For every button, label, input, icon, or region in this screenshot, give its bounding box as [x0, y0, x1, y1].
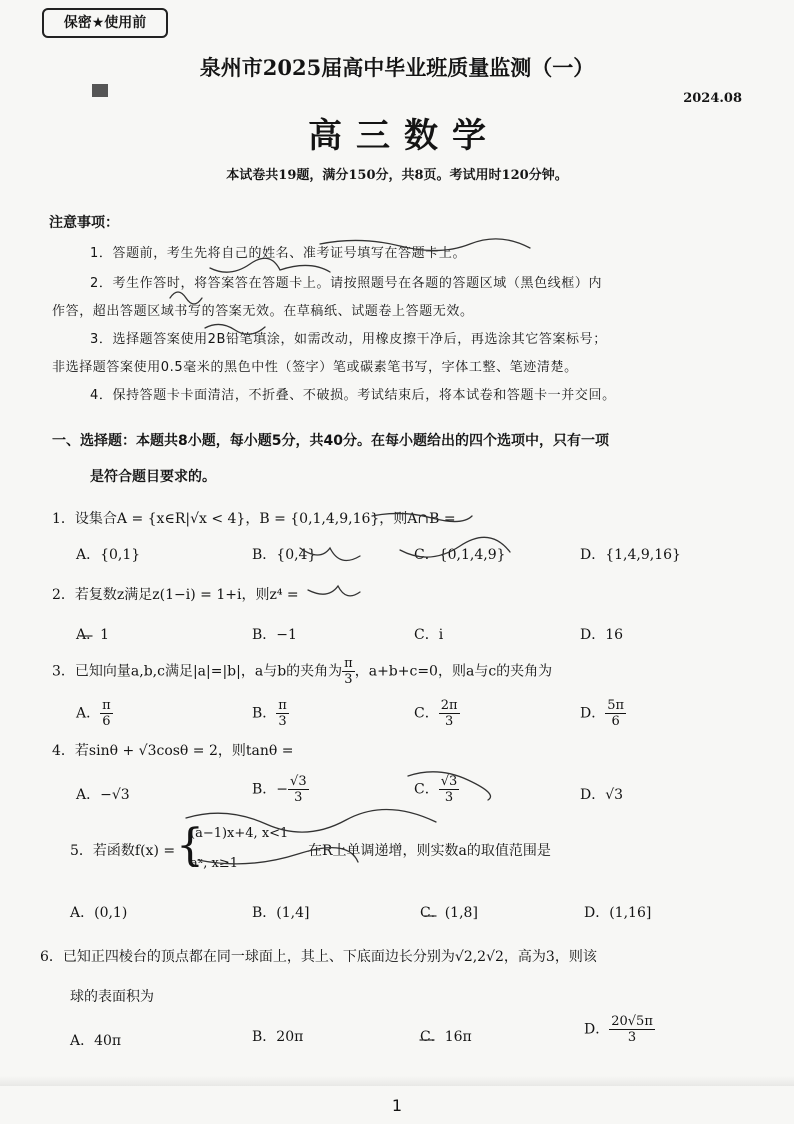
page-bottom-shade [0, 1076, 794, 1086]
fraction-numerator: 5π [607, 698, 625, 713]
fraction-denominator: 3 [278, 714, 287, 729]
q6-option-c: C．16π [420, 1029, 472, 1045]
q1-option-b: B．{0,4} [252, 547, 317, 563]
q5-option-b: B．(1,4] [252, 905, 310, 921]
question-6-stem-cont: 球的表面积为 [70, 989, 154, 1005]
question-3-stem [52, 656, 552, 687]
fraction-numerator: π [344, 656, 353, 671]
notice-line: 作答，超出答题区域书写的答案无效。在草稿纸、试题卷上答题无效。 [52, 304, 474, 319]
piecewise-brace: { [176, 820, 204, 871]
question-6-stem: 6．已知正四棱台的顶点都在同一球面上，其上、下底面边长分别为√2,2√2，高为3，则该 [40, 949, 597, 965]
q5-option-c: C．(1,8] [420, 905, 478, 921]
q2-option-c: C．i [414, 627, 444, 643]
fraction-numerator: 2π [440, 698, 458, 713]
option-fraction [288, 774, 309, 805]
option-label: D． [584, 1021, 610, 1038]
q3-option-a [76, 698, 113, 729]
q6-option-b: B．20π [252, 1029, 304, 1045]
section-heading-cont: 是符合题目要求的。 [90, 469, 216, 485]
fraction-numerator: √3 [290, 774, 307, 789]
option-fraction [276, 698, 289, 729]
q5-option-d: D．(1,16] [584, 905, 652, 921]
q6-option-a: A．40π [70, 1033, 122, 1049]
q5-piece-1: (a−1)x+4, x<1 [190, 826, 289, 841]
subject-title: 高三数学 [308, 116, 500, 156]
q1-option-d: D．{1,4,9,16} [580, 547, 681, 563]
q4-option-a: A．−√3 [76, 787, 130, 803]
q4-option-c [414, 774, 459, 805]
section-heading: 一、选择题：本题共8小题，每小题5分，共40分。在每小题给出的四个选项中，只有一项 [52, 433, 609, 449]
fraction-denominator: 6 [102, 714, 111, 729]
page-number: 1 [391, 1096, 403, 1115]
q2-option-b: B．−1 [252, 627, 297, 643]
option-label: A． [76, 705, 101, 722]
exam-headline: 泉州市2025届高中毕业班质量监测（一） [199, 55, 595, 80]
fraction-denominator: 3 [444, 790, 454, 805]
q3-option-c [414, 698, 460, 729]
option-fraction [100, 698, 113, 729]
notice-line: 非选择题答案使用0.5毫米的黑色中性（签字）笔或碳素笔书写，字体工整、笔迹清楚。 [52, 360, 578, 375]
exam-info: 本试卷共19题，满分150分，共8页。考试用时120分钟。 [226, 168, 568, 183]
q4-option-b [252, 774, 309, 805]
option-label: B．− [252, 781, 289, 798]
question-5-stem-a: 5．若函数f(x) = [70, 843, 176, 859]
notice-line: 4．保持答题卡卡面清洁，不折叠、不破损。考试结束后，将本试卷和答题卡一并交回。 [90, 388, 616, 403]
fraction-denominator: 3 [627, 1030, 637, 1045]
option-fraction [439, 774, 460, 805]
option-fraction [439, 698, 460, 729]
notice-line: 2．考生作答时，将答案答在答题卡上。请按照题号在各题的答题区域（黑色线框）内 [90, 276, 603, 291]
q6-option-d [584, 1014, 655, 1045]
exam-date: 2024.08 [683, 91, 742, 106]
option-fraction [605, 698, 626, 729]
question-1-stem: 1．设集合A = {x∈R|√x < 4}，B = {0,1,4,9,16}，则A∩B = [52, 511, 456, 527]
q2-option-a: A．1 [76, 627, 110, 643]
q3-stem-part-a: 3．已知向量a,b,c满足|a|=|b|，a与b的夹角为 [52, 663, 343, 680]
q5-option-a: A．(0,1) [70, 905, 128, 921]
option-label: D． [580, 705, 606, 722]
scan-mark [92, 84, 108, 97]
notice-line: 1．答题前，考生先将自己的姓名、准考证号填写在答题卡上。 [90, 246, 467, 261]
q5-piece-2: aˣ, x≥1 [190, 856, 239, 871]
q3-stem-fraction [342, 656, 355, 687]
option-label: C． [414, 705, 439, 722]
q3-stem-part-b: ，a+b+c=0，则a与c的夹角为 [354, 663, 553, 680]
notice-line: 3．选择题答案使用2B铅笔填涂，如需改动，用橡皮擦干净后，再选涂其它答案标号； [90, 332, 607, 347]
q3-option-b [252, 698, 289, 729]
question-4-stem: 4．若sinθ + √3cosθ = 2，则tanθ = [52, 743, 294, 759]
option-fraction [609, 1014, 655, 1045]
fraction-denominator: 3 [444, 714, 454, 729]
fraction-numerator: π [102, 698, 111, 713]
fraction-denominator: 3 [294, 790, 303, 805]
option-label: B． [252, 705, 277, 722]
option-label: C． [414, 781, 439, 798]
fraction-denominator: 3 [344, 672, 353, 687]
fraction-numerator: 20√5π [611, 1014, 653, 1029]
question-5-stem-b: 在R上单调递增，则实数a的取值范围是 [308, 843, 551, 859]
confidential-badge: 保密★使用前 [42, 8, 168, 38]
notice-heading: 注意事项： [49, 215, 119, 231]
fraction-numerator: π [278, 698, 287, 713]
q1-option-c: C．{0,1,4,9} [414, 547, 506, 563]
q1-option-a: A．{0,1} [76, 547, 141, 563]
q4-option-d: D．√3 [580, 787, 624, 803]
question-2-stem: 2．若复数z满足z(1−i) = 1+i，则z⁴ = [52, 587, 299, 603]
q3-option-d [580, 698, 626, 729]
q2-option-d: D．16 [580, 627, 624, 643]
fraction-numerator: √3 [440, 774, 458, 789]
fraction-denominator: 6 [611, 714, 620, 729]
